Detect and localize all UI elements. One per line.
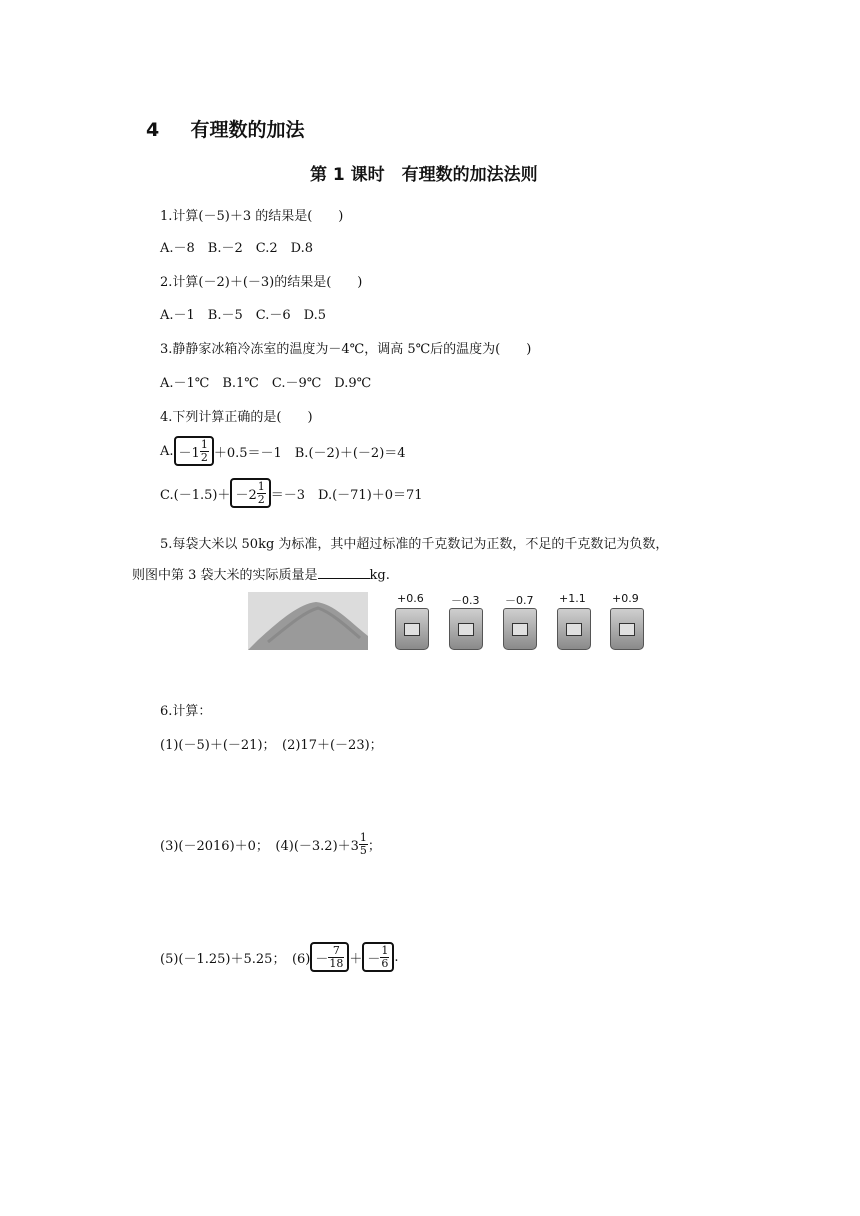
question-4-option-cd [160,478,423,508]
section-heading [146,115,305,142]
part-6-paren-b [362,942,394,972]
bag-5-icon [610,608,644,650]
option-a-paren-expression [174,436,214,466]
bag-4-icon [557,608,591,650]
question-5-unit: kg. [369,568,390,583]
part-6-plus: ＋ [349,951,363,967]
question-6-parts-5-6 [160,942,399,972]
bag-1-label: +0.6 [397,592,424,605]
section-title: 有理数的加法 [190,119,305,141]
section-number: 4 [146,119,160,141]
question-6-parts-3-4 [160,832,381,856]
option-c-paren-expression [230,478,270,508]
fraction-denominator: 2 [200,450,208,464]
option-c-fraction [257,481,266,505]
part-6a-sign: － [315,951,329,967]
option-c-rest: ＝－3 D.(－71)＋0＝71 [270,487,423,503]
question-2-options: A.－1 B.－5 C.－6 D.5 [160,308,326,323]
fraction-denominator: 18 [329,956,344,970]
bag-2-label: －0.3 [451,594,480,607]
question-6-title: 6.计算： [160,704,212,719]
fraction-denominator: 2 [257,492,265,506]
fraction-numerator: 1 [200,438,208,451]
rice-pile-illustration [248,592,368,650]
bag-3-icon [503,608,537,650]
question-5-line-2 [132,564,390,583]
bag-1-icon [395,608,429,650]
option-c-int: －2 [235,487,257,503]
question-1-options: A.－8 B.－2 C.2 D.8 [160,241,313,256]
part-6a-fraction [328,945,344,969]
part-4-fraction [359,832,368,856]
bag-3-label: －0.7 [505,594,534,607]
part-6-end: . [394,949,399,965]
option-c-prefix: C.(－1.5)＋ [160,487,231,503]
answer-blank [318,566,370,579]
part-4-end: ； [367,838,381,854]
question-6-part-3-4-text: (3)(－2016)＋0； (4)(－3.2)＋3 [160,838,359,854]
fraction-denominator: 6 [381,956,389,970]
bag-2-icon [449,608,483,650]
bag-5-label: +0.9 [612,592,639,605]
option-a-int: －1 [178,445,200,461]
question-4: 4.下列计算正确的是( ) [160,410,313,425]
part-6-paren-a [310,942,349,972]
fraction-denominator: 5 [359,843,367,857]
question-4-option-ab [160,436,406,466]
question-6-part-5-6-text: (5)(－1.25)＋5.25； (6) [160,951,311,967]
question-5-line-1: 5.每袋大米以 50kg 为标准，其中超过标准的千克数记为正数，不足的千克数记为负数， [160,537,669,552]
fraction-numerator: 1 [257,480,265,493]
question-5-text: 则图中第 3 袋大米的实际质量是 [132,568,318,583]
fraction-numerator: 1 [381,944,389,957]
question-6-parts-1-2: (1)(－5)＋(－21)； (2)17＋(－23)； [160,738,383,753]
option-a-fraction [200,439,209,463]
question-3: 3.静静家冰箱冷冻室的温度为－4℃，调高 5℃后的温度为( ) [160,342,532,357]
question-3-options: A.－1℃ B.1℃ C.－9℃ D.9℃ [160,376,372,391]
lesson-title: 第 1 课时 有理数的加法法则 [310,165,538,185]
fraction-numerator: 1 [359,831,367,844]
part-6b-fraction [380,945,389,969]
option-a-prefix: A. [160,443,174,459]
rice-pile-image [248,592,368,650]
question-1: 1.计算(－5)＋3 的结果是( ) [160,209,344,224]
bag-4-label: +1.1 [559,592,586,605]
question-2: 2.计算(－2)＋(－3)的结果是( ) [160,275,363,290]
part-6b-sign: － [367,951,381,967]
fraction-numerator: 7 [328,945,344,958]
option-a-rest: ＋0.5＝－1 B.(－2)＋(－2)＝4 [213,445,406,461]
